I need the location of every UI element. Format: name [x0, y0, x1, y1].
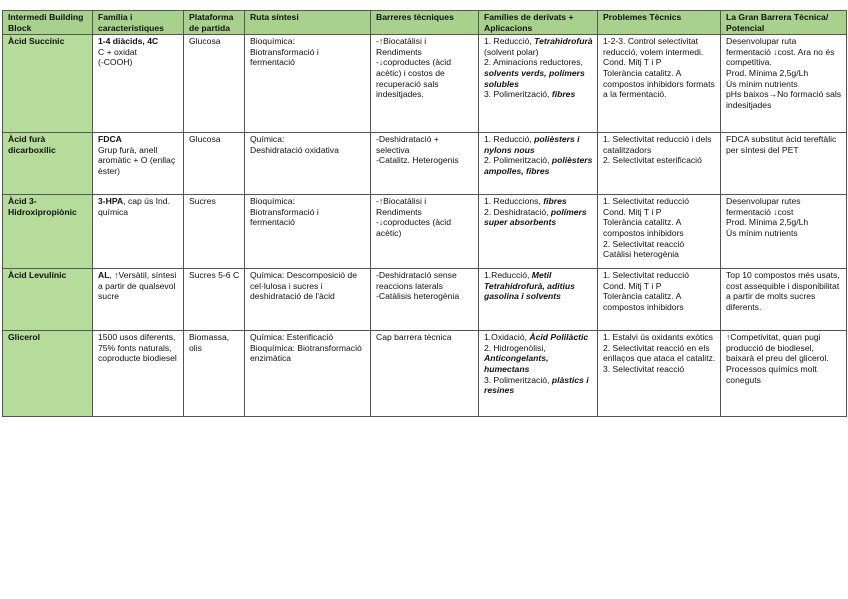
potential-text: pHs baixos→No formació sals indesitjades: [726, 89, 842, 110]
table-header-row: [3, 11, 847, 35]
route-text: Deshidratació oxidativa: [250, 144, 339, 155]
cell-building-block: Glicerol: [3, 331, 93, 417]
cell-derivatives: [479, 331, 598, 417]
potential-text: Ús mínim nutrients: [726, 78, 798, 89]
problem-text: 1. Estalvi ús oxidants exòtics: [603, 332, 713, 343]
family-text: Grup furà, anell aromàtic + O (enllaç èster): [98, 144, 176, 176]
derivative-text: 1.Oxidació,: [484, 332, 530, 343]
cell-problems: [598, 269, 721, 331]
barrier-text: -↓coproductes (àcid acètic): [376, 217, 451, 238]
derivative-text: 2. Polimerització,: [484, 155, 552, 166]
family-name: 1-4 diàcids, 4C: [98, 36, 159, 47]
derivative-product: Àcid Polilàctic: [529, 332, 589, 343]
cell-barriers: [371, 35, 479, 133]
potential-text: FDCA substitut àcid tereftàlic per síntesi del PET: [726, 134, 837, 155]
problem-text: 2. Selectivitat reacció en els enllaços que ataca el catalitz.: [603, 342, 716, 364]
family-name: 3-HPA: [98, 196, 124, 207]
header-derivatives: Famílies de derivats + Aplicacions: [479, 11, 598, 35]
cell-route: [245, 269, 371, 331]
cell-route: [245, 35, 371, 133]
barrier-text: -Catalitz. Heterogenis: [376, 155, 459, 166]
problem-text: 1. Selectivitat reducció i dels catalitzadors: [603, 134, 712, 155]
problem-text: Cond. Mitj T i P: [603, 57, 662, 68]
cell-problems: [598, 195, 721, 269]
potential-text: Prod. Mínima 2,5g/Lh: [726, 217, 809, 228]
route-text: Bioquímica: Biotransformació enzimàtica: [250, 342, 362, 364]
family-name: AL: [98, 270, 110, 281]
cell-platform: Biomassa, olis: [184, 331, 245, 417]
route-text: Bioquímica:: [250, 36, 295, 47]
derivative-product: polièsters i nylons nous: [484, 134, 580, 155]
cell-derivatives: [479, 35, 598, 133]
barrier-text: -↑Biocatàlisi i Rendiments: [376, 196, 427, 217]
derivative-text: 3. Polimerització,: [484, 374, 552, 385]
problem-text: 3. Selectivitat reacció: [603, 363, 685, 374]
cell-problems: [598, 133, 721, 195]
problem-text: 1. Selectivitat reducció: [603, 196, 689, 207]
potential-text: Top 10 compostos més usats, cost assequible i disponibilitat a partir de molts sucres diferents.: [726, 270, 840, 312]
problem-text: 2. Selectivitat esterificació: [603, 155, 702, 166]
derivative-text: 3. Polimerització,: [484, 89, 552, 100]
cell-potential: [721, 133, 847, 195]
barrier-text: -↓coproductes (àcid acètic) i costos de recuperació sals indesitjades.: [376, 57, 451, 100]
derivative-product: fibres: [551, 89, 576, 100]
problem-text: 2. Selectivitat reacció: [603, 238, 685, 249]
route-text: Biotransformació i fermentació: [250, 46, 319, 68]
header-potential: La Gran Barrera Tècnica/ Potencial: [721, 11, 847, 35]
table-row: [3, 133, 847, 195]
cell-building-block: Àcid Succínic: [3, 35, 93, 133]
cell-problems: [598, 331, 721, 417]
problem-text: Cond. Mitj T i P: [603, 206, 662, 217]
cell-derivatives: [479, 133, 598, 195]
derivative-product: Anticongelants, humectans: [484, 353, 549, 374]
cell-family: [93, 35, 184, 133]
cell-platform: Glucosa: [184, 133, 245, 195]
cell-route: [245, 195, 371, 269]
family-text: C + oxidat: [98, 46, 137, 57]
cell-potential: [721, 269, 847, 331]
barrier-text: Cap barrera tècnica: [376, 332, 452, 343]
potential-text: Desenvolupar ruta fermentació ↓cost. Ara no és competitiva.: [726, 36, 835, 68]
derivative-text: 1. Reducció,: [484, 134, 535, 145]
cell-problems: [598, 35, 721, 133]
problem-text: Catàlisi heterogènia: [603, 249, 679, 260]
barrier-text: -Deshidratació sense reaccions laterals: [376, 270, 457, 291]
cell-platform: Sucres: [184, 195, 245, 269]
table-row: [3, 269, 847, 331]
problem-text: 1. Selectivitat reducció: [603, 270, 689, 281]
derivative-text: 1. Reduccions,: [484, 196, 544, 207]
family-text: , ↑Versàtil, síntesi a partir de qualsevol sucre: [98, 270, 177, 302]
cell-route: [245, 133, 371, 195]
cell-route: [245, 331, 371, 417]
problem-text: Tolerància catalitz. A compostos inhibidors formats a la fermentació.: [603, 67, 715, 100]
cell-potential: [721, 195, 847, 269]
table-row: [3, 331, 847, 417]
cell-family: [93, 133, 184, 195]
header-problems: Problemes Tècnics: [598, 11, 721, 35]
cell-potential: [721, 331, 847, 417]
cell-building-block: Àcid 3-Hidroxipropiònic: [3, 195, 93, 269]
derivative-text: 2. Deshidratació,: [484, 206, 551, 217]
cell-barriers: [371, 269, 479, 331]
route-text: Química: Esterificació: [250, 332, 334, 343]
potential-text: ↑Competivitat, quan pugi producció de biodiesel, baixarà el preu del glicerol.: [726, 332, 829, 364]
problem-text: 1-2-3. Control selectivitat reducció, volem intermedi.: [603, 36, 704, 57]
problem-text: Cond. Mitj T i P: [603, 280, 662, 291]
derivative-product: Metil Tetrahidrofurà, aditius gasolina i solvents: [484, 270, 575, 302]
cell-barriers: [371, 195, 479, 269]
barrier-text: -↑Biocatàlisi i Rendiments: [376, 36, 427, 57]
derivative-product: polièsters ampolles, fibres: [484, 155, 593, 176]
potential-text: Ús mínim nutrients: [726, 227, 798, 238]
cell-family: [93, 331, 184, 417]
derivative-product: polímers super absorbents: [484, 206, 587, 228]
cell-platform: Sucres 5-6 C: [184, 269, 245, 331]
family-text: (-COOH): [98, 57, 133, 68]
derivative-product: fibres: [543, 196, 567, 207]
cell-derivatives: [479, 269, 598, 331]
cell-family: [93, 269, 184, 331]
cell-derivatives: [479, 195, 598, 269]
problem-text: Tolerància catalitz. A compostos inhibidors: [603, 291, 684, 312]
problem-text: Tolerància catalitz. A compostos inhibidors: [603, 217, 684, 238]
potential-text: Processos químics molt coneguts: [726, 363, 817, 385]
cell-platform: Glucosa: [184, 35, 245, 133]
barrier-text: -Deshidratació + selectiva: [376, 134, 439, 155]
table-row: [3, 195, 847, 269]
derivative-product: solvents verds, polímers solubles: [484, 67, 585, 89]
potential-text: Desenvolupar rutes fermentació ↓cost: [726, 196, 801, 217]
header-route: Ruta síntesi: [245, 11, 371, 35]
header-platform: Plataforma de partida: [184, 11, 245, 35]
cell-family: 3-HPA, cap ús Ind. química: [93, 195, 184, 269]
cell-barriers: [371, 331, 479, 417]
cell-potential: [721, 35, 847, 133]
table-row: [3, 35, 847, 133]
cell-barriers: [371, 133, 479, 195]
route-text: Biotransformació i fermentació: [250, 206, 319, 228]
derivative-text: (solvent polar): [484, 46, 539, 57]
barrier-text: -Catàlisis heterogènia: [376, 291, 460, 302]
family-text: 1500 usos diferents, 75% fonts naturals, coproducte biodiesel: [98, 332, 177, 364]
building-blocks-table: [2, 10, 847, 417]
derivative-text: 2. Aminacions reductores,: [484, 57, 583, 68]
family-name: FDCA: [98, 134, 122, 145]
derivative-text: 1.Reducció,: [484, 270, 532, 281]
route-text: Química: Descomposició de cel·lulosa i sucres i deshidratació de l'àcid: [250, 270, 357, 302]
cell-building-block: Àcid furà dicarboxílic: [3, 133, 93, 195]
derivative-text: 2. Hidrogenòlisi,: [484, 342, 546, 353]
route-text: Bioquímica:: [250, 196, 295, 207]
family-text: cap ús Ind. química: [98, 196, 170, 217]
potential-text: Prod. Mínima 2,5g/Lh: [726, 67, 809, 78]
derivative-product: Tetrahidrofurà: [534, 36, 593, 47]
derivative-product: plàstics i resines: [484, 374, 589, 396]
cell-building-block: Àcid Levulínic: [3, 269, 93, 331]
header-family: Família i característiques: [93, 11, 184, 35]
derivative-text: 1. Reducció,: [484, 36, 535, 47]
route-text: Química:: [250, 134, 285, 145]
header-building-block: Intermedi Building Block: [3, 11, 93, 35]
header-barriers: Barreres tècniques: [371, 11, 479, 35]
